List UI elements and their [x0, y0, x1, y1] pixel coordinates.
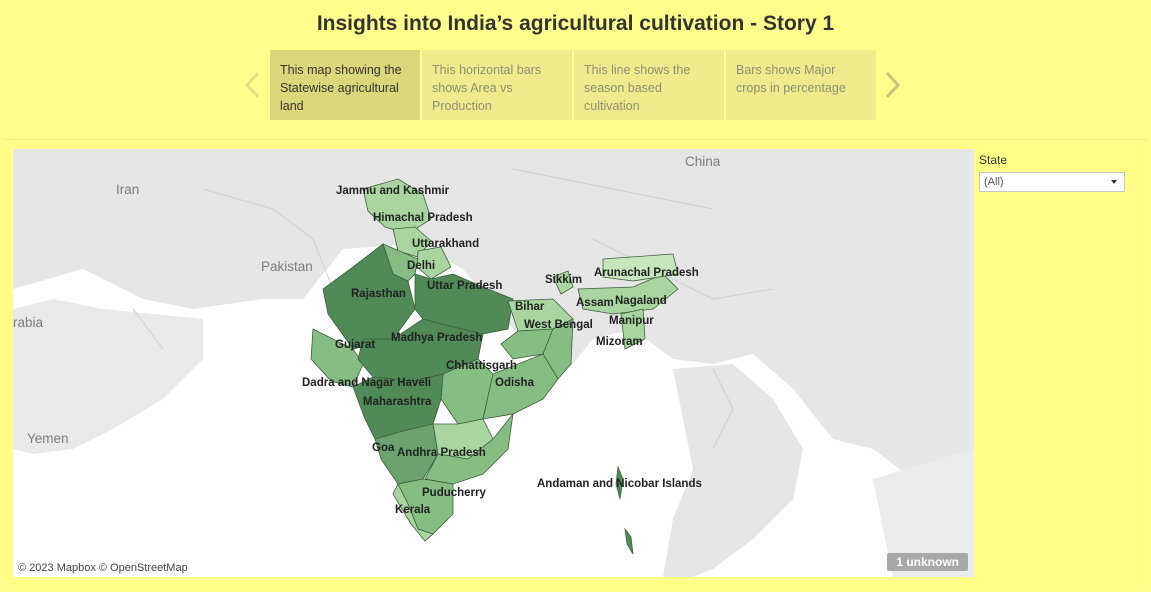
label-jammu-kashmir: Jammu and Kashmir: [336, 185, 450, 197]
state-filter-label: State: [979, 153, 1008, 167]
geo-label-china: China: [685, 154, 721, 169]
unknown-values-badge[interactable]: 1 unknown: [887, 553, 968, 571]
label-mizoram: Mizoram: [596, 336, 643, 348]
map-attribution[interactable]: © 2023 Mapbox © OpenStreetMap: [18, 562, 188, 574]
label-west-bengal: West Bengal: [524, 319, 593, 331]
label-andaman-nicobar: Andaman and Nicobar Islands: [537, 478, 702, 490]
label-uttarakhand: Uttarakhand: [412, 238, 480, 250]
story-point-navigator: [270, 50, 876, 120]
india-choropleth-map[interactable]: [13, 149, 974, 577]
label-rajasthan: Rajasthan: [351, 288, 406, 300]
chevron-right-icon[interactable]: [882, 70, 902, 100]
label-maharashtra: Maharashtra: [363, 396, 432, 408]
geo-label-arabia: rabia: [13, 315, 44, 330]
label-bihar: Bihar: [515, 301, 545, 313]
label-manipur: Manipur: [609, 315, 654, 327]
label-dadra-nagar-haveli: Dadra and Nagar Haveli: [302, 377, 432, 389]
label-andhra-pradesh: Andhra Pradesh: [397, 447, 486, 459]
label-nagaland: Nagaland: [615, 295, 667, 307]
geo-label-yemen: Yemen: [27, 431, 69, 446]
caret-down-icon[interactable]: [1107, 175, 1121, 189]
chevron-left-icon[interactable]: [243, 70, 263, 100]
label-uttar-pradesh: Uttar Pradesh: [427, 280, 503, 292]
label-sikkim: Sikkim: [545, 274, 583, 286]
story-point-2[interactable]: This horizontal bars shows Area vs Production: [422, 50, 572, 120]
label-gujarat: Gujarat: [335, 339, 376, 351]
geo-label-iran: Iran: [116, 182, 140, 197]
state-filter: [979, 153, 1129, 192]
label-assam: Assam: [576, 297, 614, 309]
label-kerala: Kerala: [395, 504, 431, 516]
state-filter-dropdown[interactable]: [979, 172, 1125, 192]
label-goa: Goa: [372, 442, 395, 454]
label-odisha: Odisha: [495, 377, 534, 389]
story-point-4[interactable]: Bars shows Major crops in percentage: [726, 50, 876, 120]
label-chhattisgarh: Chhattisgarh: [446, 360, 517, 372]
label-delhi: Delhi: [407, 260, 436, 272]
label-puducherry: Puducherry: [422, 487, 486, 499]
label-arunachal-pradesh: Arunachal Pradesh: [594, 267, 699, 279]
story-point-1[interactable]: This map showing the Statewise agricultural land: [270, 50, 420, 120]
label-madhya-pradesh: Madhya Pradesh: [391, 332, 483, 344]
story-title: Insights into India’s agricultural cultivation - Story 1: [316, 12, 835, 35]
state-filter-value: (All): [984, 176, 1004, 188]
story-point-3[interactable]: This line shows the season based cultivation: [574, 50, 724, 120]
geo-label-pakistan: Pakistan: [261, 259, 313, 274]
label-himachal-pradesh: Himachal Pradesh: [373, 212, 473, 224]
map-canvas[interactable]: [13, 149, 974, 577]
